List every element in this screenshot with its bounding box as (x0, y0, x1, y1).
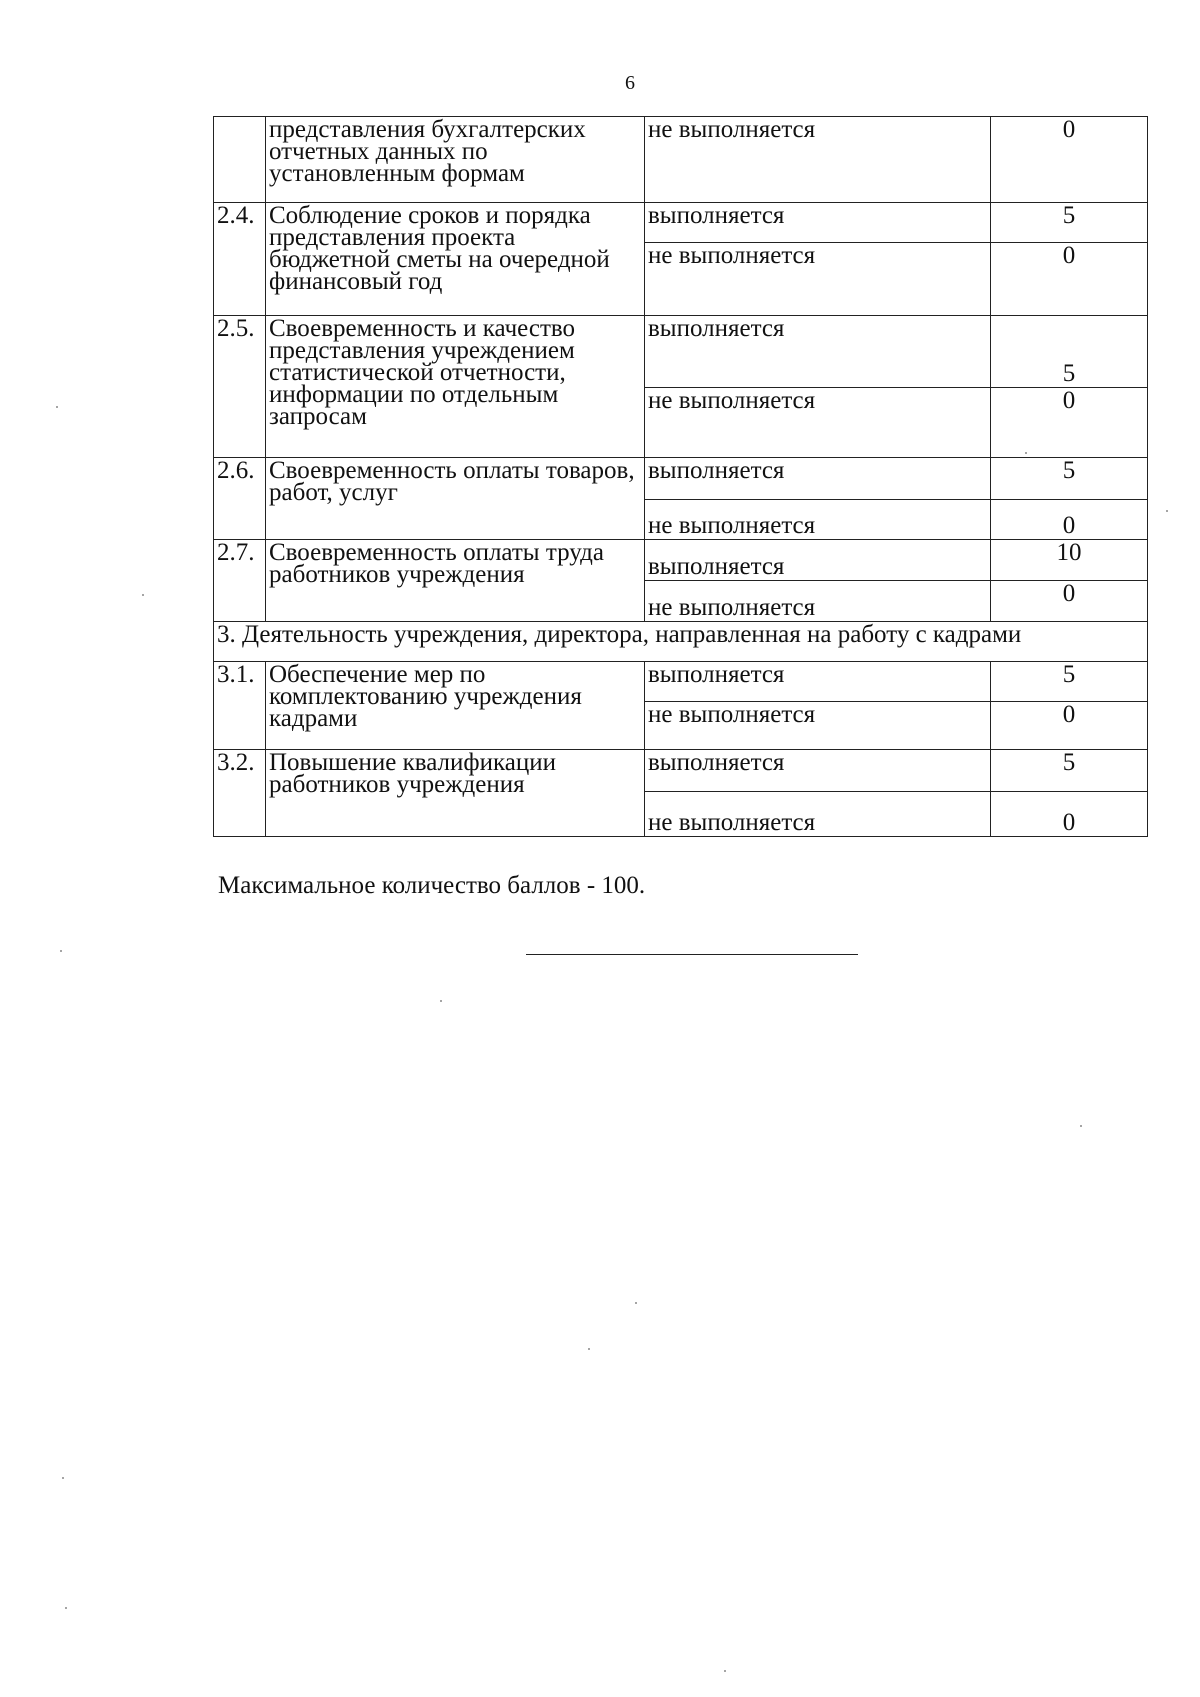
item-number: 2.4. (214, 203, 266, 316)
status-option: не выполняется (645, 388, 991, 458)
scan-speck (1025, 452, 1027, 454)
score-value: 5 (991, 662, 1148, 702)
status-option: выполняется (645, 316, 991, 388)
scan-speck (588, 1348, 590, 1350)
status-option: не выполняется (645, 500, 991, 540)
status-option: не выполняется (645, 702, 991, 750)
table-row (214, 622, 1148, 662)
criterion-name: Повышение квалификации работников учреждения (266, 750, 645, 837)
item-number: 3.1. (214, 662, 266, 750)
criterion-name: Своевременность оплаты товаров, работ, услуг (266, 458, 645, 540)
criterion-name: представления бухгалтерских отчетных данных по установленным формам (266, 117, 645, 203)
item-number: 2.6. (214, 458, 266, 540)
score-value: 0 (991, 117, 1148, 203)
status-option: выполняется (645, 458, 991, 500)
criterion-name: Своевременность и качество представления учреждением статистической отчетности, информации по отдельным запросам (266, 316, 645, 458)
table-row (214, 316, 1148, 388)
max-score-note: Максимальное количество баллов - 100. (218, 872, 646, 899)
scan-speck (65, 1607, 67, 1609)
scan-speck (635, 1302, 637, 1304)
score-value: 5 (991, 203, 1148, 243)
status-option: выполняется (645, 750, 991, 792)
score-value: 0 (991, 702, 1148, 750)
table-row (214, 540, 1148, 581)
scan-speck (1080, 1125, 1082, 1127)
scan-speck (62, 1477, 64, 1479)
score-value: 5 (991, 458, 1148, 500)
status-option: не выполняется (645, 792, 991, 837)
score-value: 5 (991, 750, 1148, 792)
table-row (214, 203, 1148, 243)
score-value: 0 (991, 792, 1148, 837)
item-number: 2.7. (214, 540, 266, 622)
scan-speck (1166, 510, 1168, 512)
section-heading: 3. Деятельность учреждения, директора, направленная на работу с кадрами (214, 622, 1148, 662)
scan-speck (724, 1670, 726, 1672)
table-row (214, 458, 1148, 500)
criterion-name: Своевременность оплаты труда работников учреждения (266, 540, 645, 622)
criteria-table (213, 116, 1148, 837)
table-row (214, 750, 1148, 792)
scan-speck (56, 406, 58, 408)
table-row (214, 662, 1148, 702)
scan-speck (60, 950, 62, 952)
end-divider-line (526, 954, 858, 955)
status-option: не выполняется (645, 243, 991, 316)
score-value: 5 (991, 316, 1148, 388)
scan-speck (142, 594, 144, 596)
score-value: 0 (991, 243, 1148, 316)
status-option: выполняется (645, 540, 991, 581)
score-value: 10 (991, 540, 1148, 581)
status-option: не выполняется (645, 117, 991, 203)
criterion-name: Обеспечение мер по комплектованию учреждения кадрами (266, 662, 645, 750)
table-row (214, 117, 1148, 203)
item-number: 2.5. (214, 316, 266, 458)
scan-speck (440, 1000, 442, 1002)
status-option: выполняется (645, 662, 991, 702)
item-number: 3.2. (214, 750, 266, 837)
page-number: 6 (625, 72, 635, 94)
score-value: 0 (991, 500, 1148, 540)
score-value: 0 (991, 581, 1148, 622)
score-value: 0 (991, 388, 1148, 458)
item-number (214, 117, 266, 203)
status-option: выполняется (645, 203, 991, 243)
status-option: не выполняется (645, 581, 991, 622)
criterion-name: Соблюдение сроков и порядка представления проекта бюджетной сметы на очередной финансовый год (266, 203, 645, 316)
